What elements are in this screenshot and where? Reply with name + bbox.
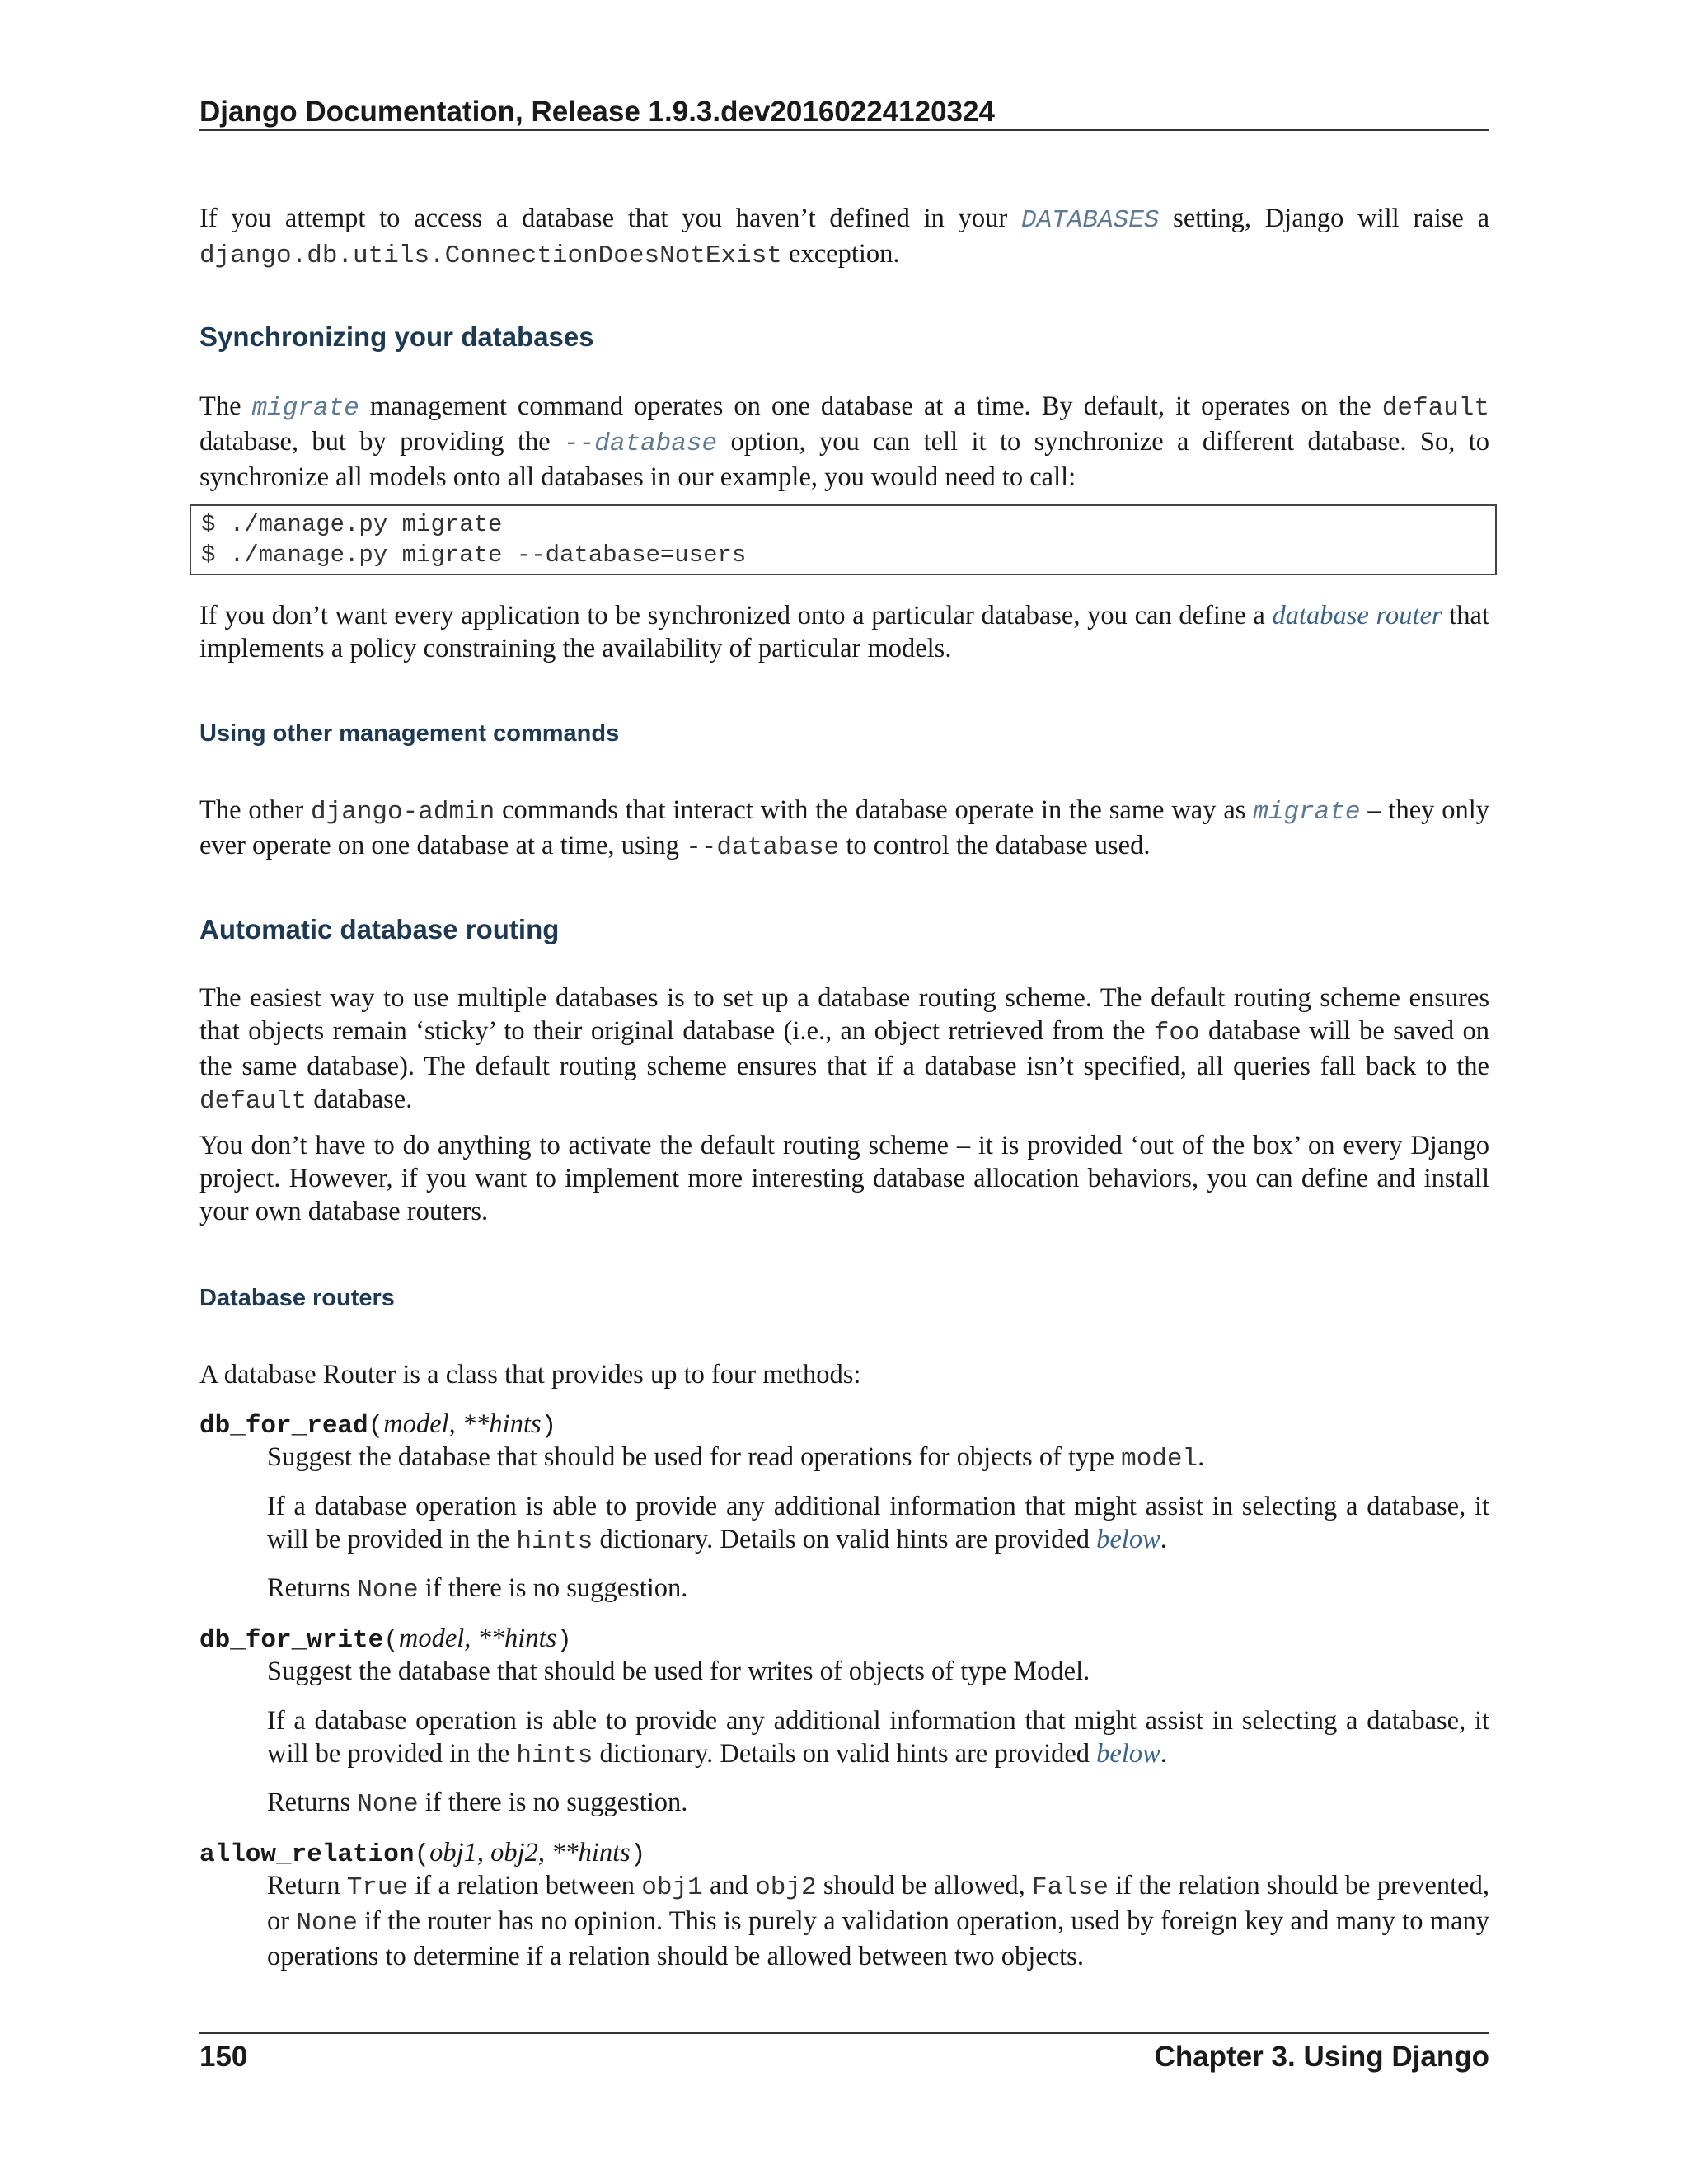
header-rule <box>199 129 1489 131</box>
read-description-3: Returns None if there is no suggestion. <box>267 1573 688 1605</box>
routers-intro-container <box>199 1358 1489 1391</box>
routers-intro: A database Router is a class that provides up to four methods: <box>199 1360 861 1390</box>
database-option-link[interactable]: --database <box>564 429 718 458</box>
read-description-1: Suggest the database that should be used for read operations for objects of type model. <box>267 1442 1205 1474</box>
code-block <box>190 504 1497 575</box>
method-args: model, **hints <box>383 1409 542 1439</box>
page-header-title: Django Documentation, Release 1.9.3.dev20160224120324 <box>199 96 995 128</box>
page-footer <box>199 2037 1489 2077</box>
router-paragraph: If you don’t want every application to be synchronized onto a particular database, you can define a database router that implements a policy constraining the availability of particular models. <box>199 601 1490 663</box>
routing-paragraph-container <box>199 982 1489 1118</box>
other-paragraph-container <box>199 794 1489 865</box>
footer-rule <box>199 2032 1489 2034</box>
routing-paragraph-2-container <box>199 1129 1489 1228</box>
method-args: obj1, obj2, **hints <box>429 1838 631 1868</box>
method-name: db_for_read <box>199 1412 368 1441</box>
routing-paragraph-2: You don’t have to do anything to activate the default routing scheme – it is provided ‘out of the box’ on every Django project. However, if you want to implement more interesting database allocation behaviors, you can define and install your own database routers. <box>199 1131 1489 1226</box>
signature-db-for-read: db_for_read(model, **hints) <box>199 1409 557 1441</box>
method-name: allow_relation <box>199 1840 415 1869</box>
migrate-link[interactable]: migrate <box>251 394 359 423</box>
write-description-1: Suggest the database that should be used for writes of objects of type Model. <box>267 1657 1090 1686</box>
page-number: 150 <box>199 2041 248 2073</box>
foo-code: foo <box>1153 1019 1200 1047</box>
code-line: $ ./manage.py migrate --database=users <box>201 541 747 569</box>
hints-below-link[interactable]: below <box>1096 1525 1160 1554</box>
chapter-title: Chapter 3. Using Django <box>1154 2041 1489 2073</box>
read-description-2: If a database operation is able to provide any additional information that might assist in selecting a database, it will be provided in the hints dictionary. Details on valid hints are provided below. <box>267 1492 1489 1556</box>
migrate-link-2[interactable]: migrate <box>1253 798 1361 827</box>
write-description-2: If a database operation is able to provide any additional information that might assist in selecting a database, it will be provided in the hints dictionary. Details on valid hints are provided below. <box>267 1706 1489 1770</box>
hints-below-link-2[interactable]: below <box>1096 1739 1160 1769</box>
sync-paragraph-container <box>199 390 1489 494</box>
default-code: default <box>1381 394 1490 423</box>
relation-description: Return True if a relation between obj1 and obj2 should be allowed, False if the relation should be prevented, or None if the router has no opinion. This is purely a validation operation, used by foreign key and many to many operations to determine if a relation should be allowed between two objects. <box>267 1871 1489 1971</box>
method-name: db_for_write <box>199 1626 384 1655</box>
default-code-2: default <box>199 1087 307 1116</box>
heading-synchronizing: Synchronizing your databases <box>199 321 594 352</box>
heading-other-commands: Using other management commands <box>199 720 620 747</box>
intro-paragraph: If you attempt to access a database that you haven’t defined in your DATABASES setting, Django will raise a django.db.utils.ConnectionDoesNotExist exception. <box>199 204 1489 270</box>
exception-code: django.db.utils.ConnectionDoesNotExist <box>199 241 782 270</box>
other-commands-paragraph: The other django-admin commands that interact with the database operate in the same way as migrate – they only ever operate on one database at a time, using --database to control the database used. <box>199 795 1490 862</box>
signature-db-for-write: db_for_write(model, **hints) <box>199 1624 572 1655</box>
database-router-link[interactable]: database router <box>1272 601 1442 630</box>
sync-paragraph-2-container <box>199 599 1489 665</box>
routing-paragraph-1: The easiest way to use multiple databases is to set up a database routing scheme. The default routing scheme ensures that objects remain ‘sticky’ to their original database (i.e., an object retrieved from the foo database will be saved on the same database). The default routing scheme ensures that if a database isn’t specified, all queries fall back to the default database. <box>199 983 1489 1116</box>
method-args: model, **hints <box>398 1624 557 1653</box>
django-admin-code: django-admin <box>311 798 495 827</box>
intro-section <box>199 202 1489 273</box>
sync-paragraph: The migrate management command operates on one database at a time. By default, it operates on the default database, but by providing the --database option, you can tell it to synchronize a different database. So, to synchronize all models onto all databases in our example, you would need to call: <box>199 391 1490 492</box>
heading-database-routers: Database routers <box>199 1285 395 1311</box>
code-line: $ ./manage.py migrate <box>201 511 503 538</box>
database-flag-code: --database <box>686 833 840 862</box>
signature-allow-relation: allow_relation(obj1, obj2, **hints) <box>199 1838 646 1869</box>
databases-setting-link[interactable]: DATABASES <box>1020 206 1160 235</box>
write-description-3: Returns None if there is no suggestion. <box>267 1788 688 1819</box>
heading-automatic-routing: Automatic database routing <box>199 914 560 944</box>
